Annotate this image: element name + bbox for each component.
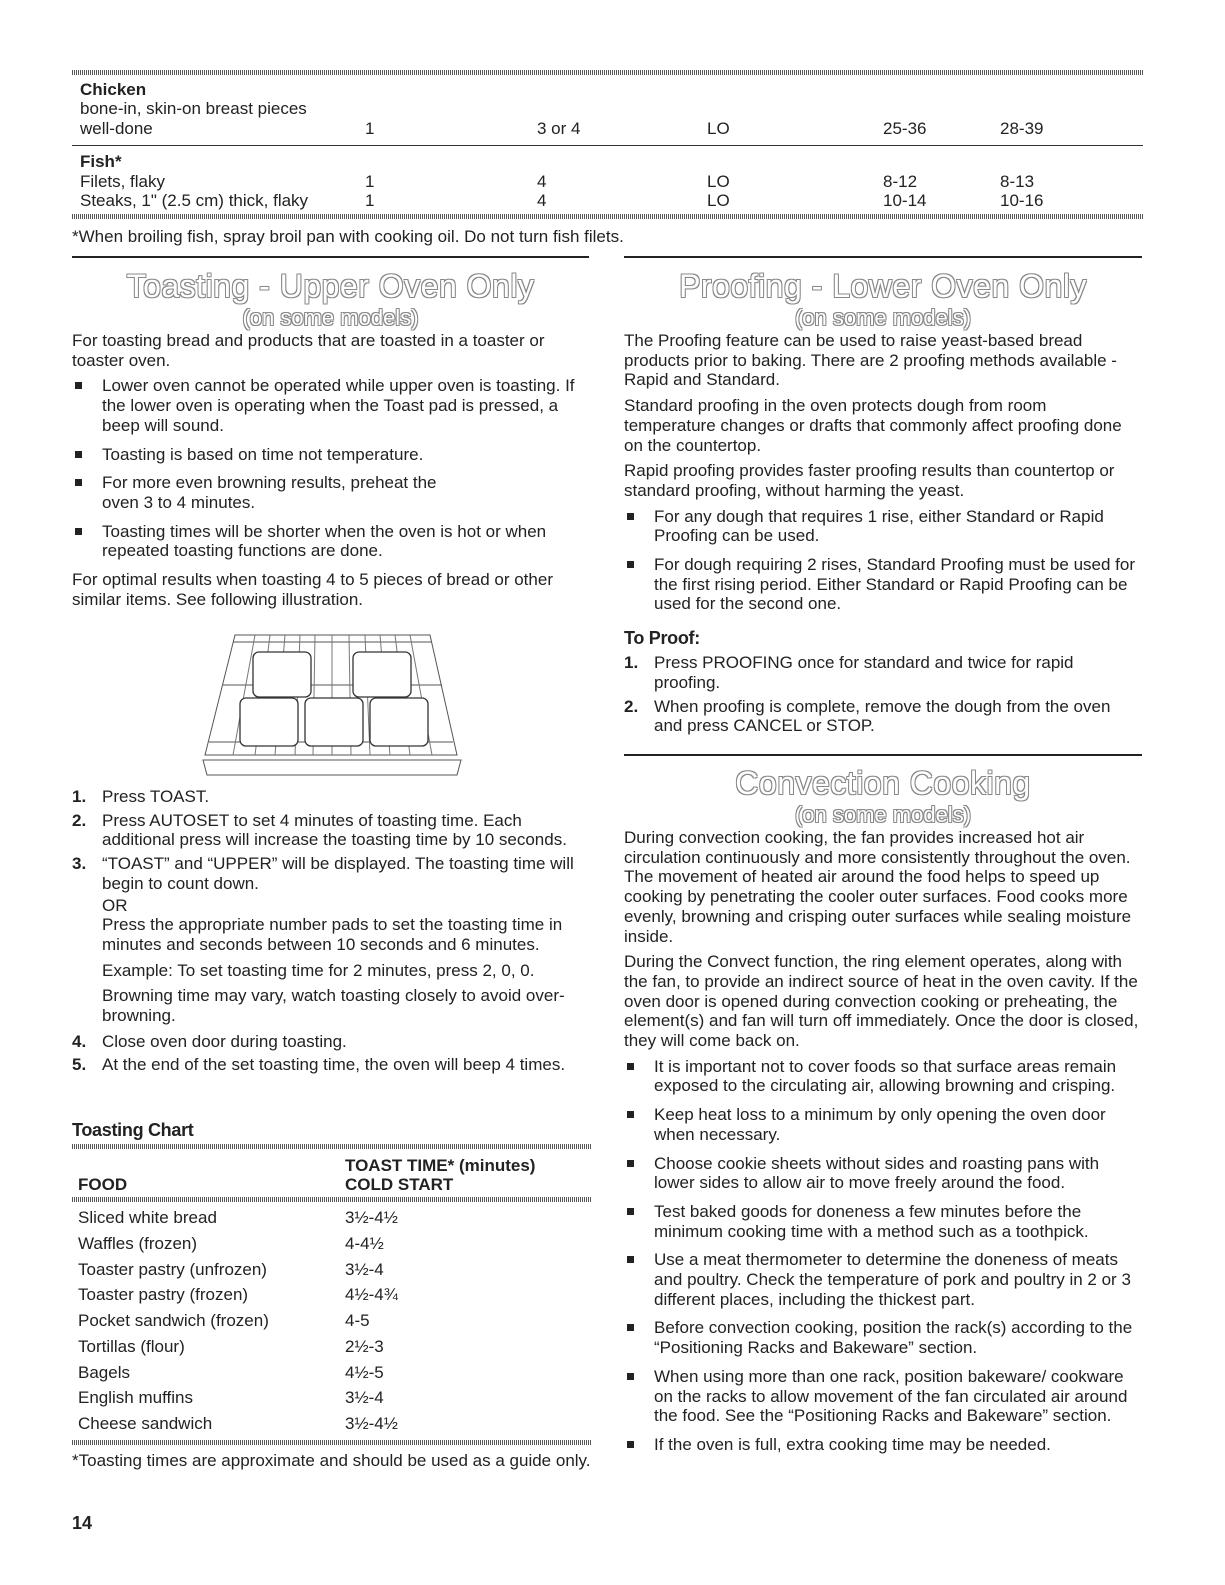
rack-cell: 4: [537, 172, 547, 191]
proofing-para: Standard proofing in the oven protects dough from room temperature changes or drafts that commonly affect proofing done on the countertop.: [624, 396, 1122, 455]
toasting-chart-title: Toasting Chart: [72, 1120, 194, 1140]
chart-bottom-border: [72, 1440, 592, 1445]
row-divider: [72, 145, 1143, 146]
list-item: Test baked goods for doneness a few minutes before the minimum cooking time with a method such as a toothpick.: [624, 1202, 1144, 1241]
chicken-heading: Chicken: [80, 80, 147, 99]
step-text: Press PROOFING once for standard and twice for rapid proofing.: [654, 653, 1074, 692]
food-cell: Pocket sandwich (frozen): [78, 1311, 269, 1330]
page-number: 14: [72, 1513, 93, 1533]
list-item: [72, 1032, 589, 1052]
list-item: Before convection cooking, position the rack(s) according to the “Positioning Racks and Bakeware” section.: [624, 1318, 1144, 1357]
step-number: 1.: [72, 787, 87, 806]
rack-cell: 4: [537, 191, 547, 210]
chart-col-food: FOOD: [78, 1175, 128, 1194]
list-item: [72, 787, 589, 807]
step-number: 1.: [624, 653, 639, 673]
broil-footnote: *When broiling fish, spray broil pan with cooking oil. Do not turn fish filets.: [72, 227, 624, 246]
list-item: It is important not to cover foods so that surface areas remain exposed to the circulating air, allowing browning and crisping.: [624, 1057, 1144, 1096]
temp-cell: LO: [707, 119, 730, 138]
list-item: When using more than one rack, position bakeware/ cookware on the racks to allow movement of the fan circulated air around the food. See the “Positioning Racks and Bakeware” section.: [624, 1367, 1144, 1426]
section-rule: [624, 754, 1142, 756]
time2-cell: 10-16: [1000, 191, 1044, 210]
step-number: 2.: [624, 696, 639, 716]
list-item: For any dough that requires 1 rise, either Standard or Rapid Proofing can be used.: [624, 507, 1142, 546]
proofing-body: [624, 331, 1142, 740]
list-item: If the oven is full, extra cooking time may be needed.: [624, 1435, 1144, 1455]
food-cell: Sliced white bread: [78, 1208, 217, 1227]
toasting-intro: For toasting bread and products that are toasted in a toaster or toaster oven.: [72, 331, 545, 370]
step-number: 5.: [72, 1055, 87, 1075]
toasting-subtitle: (on some models): [242, 305, 419, 330]
fish-heading: Fish*: [80, 152, 122, 171]
section-rule: [624, 256, 1142, 258]
chart-col-time-1: TOAST TIME* (minutes): [345, 1156, 536, 1175]
toast-rack-illustration: [195, 630, 470, 780]
list-item: Lower oven cannot be operated while upper oven is toasting. If the lower oven is operating when the Toast pad is pressed, a beep will sound.: [72, 376, 589, 435]
food-cell: well-done: [80, 119, 153, 138]
step-text: Press TOAST.: [102, 787, 210, 806]
toasting-title: Toasting - Upper Oven Only: [126, 268, 535, 304]
proofing-subtitle: (on some models): [794, 305, 972, 330]
step-or: OR: [102, 895, 128, 915]
step-example: Example: To set toasting time for 2 minutes, press 2, 0, 0.: [102, 960, 535, 980]
temp-cell: LO: [707, 191, 730, 210]
time-cell: 4½-4¾: [345, 1285, 398, 1304]
chicken-desc: bone-in, skin-on breast pieces: [80, 99, 307, 118]
step-text: Press AUTOSET to set 4 minutes of toasting time. Each additional press will increase the toasting time by 10 seconds.: [102, 810, 567, 850]
rack-cell: 3 or 4: [537, 119, 581, 138]
time2-cell: 28-39: [1000, 119, 1044, 138]
table-top-border: [72, 70, 1143, 75]
step-text: “TOAST” and “UPPER” will be displayed. The toasting time will begin to count down.: [102, 854, 574, 893]
food-cell: English muffins: [78, 1388, 193, 1407]
convection-para: During convection cooking, the fan provides increased hot air circulation continuously and more consistently throughout the oven. The movement of heated air around the food helps to speed up cooking by penetrating the cooler outer surfaces. Food cooks more evenly, browning and crisping outer surfaces while sealing moisture inside.: [624, 828, 1132, 946]
time-cell: 4-4½: [345, 1234, 384, 1253]
time-cell: 4-5: [345, 1311, 370, 1330]
time1-cell: 25-36: [883, 119, 927, 138]
list-item: Keep heat loss to a minimum by only opening the oven door when necessary.: [624, 1105, 1144, 1144]
food-cell: Toaster pastry (unfrozen): [78, 1260, 267, 1279]
list-item: [72, 854, 589, 1026]
food-cell: Bagels: [78, 1363, 130, 1382]
to-proof-heading: To Proof:: [624, 628, 700, 649]
proofing-title: Proofing - Lower Oven Only: [679, 268, 1087, 304]
food-cell: Waffles (frozen): [78, 1234, 198, 1253]
quantity-cell: 1: [365, 172, 375, 191]
step-number: 4.: [72, 1031, 87, 1051]
food-cell: Filets, flaky: [80, 172, 166, 191]
time1-cell: 10-14: [883, 191, 927, 210]
list-item: For more even browning results, preheat the oven 3 to 4 minutes.: [72, 473, 589, 512]
step-alt: Press the appropriate number pads to set the toasting time in minutes and seconds between 10 seconds and 6 minutes.: [102, 915, 563, 954]
time-cell: 3½-4: [345, 1388, 384, 1407]
step-text: At the end of the set toasting time, the oven will beep 4 times.: [102, 1055, 566, 1075]
food-cell: Tortillas (flour): [78, 1337, 185, 1356]
step-text: When proofing is complete, remove the dough from the oven and press CANCEL or STOP.: [654, 696, 1111, 736]
time2-cell: 8-13: [1000, 172, 1035, 191]
toasting-steps: [72, 787, 589, 1079]
convection-para: During the Convect function, the ring element operates, along with the fan, to provide an indirect source of heat in the oven cavity. If the oven door is opened during convection cooking or preheating, the element(s) and fan will turn off immediately. Once the door is closed, they will come back on.: [624, 952, 1139, 1051]
step-text: Close oven door during toasting.: [102, 1031, 347, 1051]
proofing-para: The Proofing feature can be used to raise yeast-based bread products prior to baking. There are 2 proofing methods available - Rapid and Standard.: [624, 331, 1117, 390]
time-cell: 3½-4½: [345, 1208, 398, 1227]
list-item: [624, 653, 1142, 692]
list-item: Toasting is based on time not temperature.: [72, 445, 589, 465]
time-cell: 3½-4½: [345, 1414, 398, 1433]
time-cell: 4½-5: [345, 1363, 384, 1382]
convection-body: [624, 828, 1144, 1464]
food-cell: Toaster pastry (frozen): [78, 1285, 249, 1304]
chart-header-border: [72, 1197, 592, 1202]
list-item: [624, 697, 1142, 736]
convection-subtitle: (on some models): [794, 802, 972, 827]
toasting-body: [72, 331, 589, 615]
chart-col-time-2: COLD START: [345, 1175, 454, 1194]
quantity-cell: 1: [365, 191, 375, 210]
convection-title: Convection Cooking: [735, 765, 1031, 801]
toasting-chart-footnote: *Toasting times are approximate and should be used as a guide only.: [72, 1451, 591, 1470]
time-cell: 2½-3: [345, 1337, 384, 1356]
list-item: For dough requiring 2 rises, Standard Proofing must be used for the first rising period. Either Standard or Rapid Proofing can be used for the second one.: [624, 555, 1142, 614]
table-bottom-border: [72, 214, 1143, 219]
section-rule: [72, 256, 589, 258]
list-item: [72, 1055, 589, 1075]
food-cell: Steaks, 1" (2.5 cm) thick, flaky: [80, 191, 309, 210]
time-cell: 3½-4: [345, 1260, 384, 1279]
temp-cell: LO: [707, 172, 730, 191]
table-row: [80, 172, 1140, 192]
list-item: [72, 811, 589, 850]
step-browning: Browning time may vary, watch toasting closely to avoid over-browning.: [102, 986, 565, 1026]
list-item: Choose cookie sheets without sides and roasting pans with lower sides to allow air to move freely around the food.: [624, 1154, 1144, 1193]
step-number: 2.: [72, 810, 87, 830]
time1-cell: 8-12: [883, 172, 918, 191]
list-item: Toasting times will be shorter when the oven is hot or when repeated toasting functions are done.: [72, 522, 589, 561]
chart-top-border: [72, 1144, 592, 1149]
list-item: Use a meat thermometer to determine the doneness of meats and poultry. Check the temperature of pork and poultry in 2 or 3 different places, including the thickest part.: [624, 1250, 1144, 1309]
table-row: [80, 119, 1140, 139]
toasting-optimal: For optimal results when toasting 4 to 5 pieces of bread or other similar items. See following illustration.: [72, 570, 553, 609]
table-row: [80, 191, 1140, 211]
quantity-cell: 1: [365, 119, 375, 138]
proofing-para: Rapid proofing provides faster proofing results than countertop or standard proofing, without harming the yeast.: [624, 461, 1115, 500]
step-number: 3.: [72, 854, 87, 874]
food-cell: Cheese sandwich: [78, 1414, 213, 1433]
